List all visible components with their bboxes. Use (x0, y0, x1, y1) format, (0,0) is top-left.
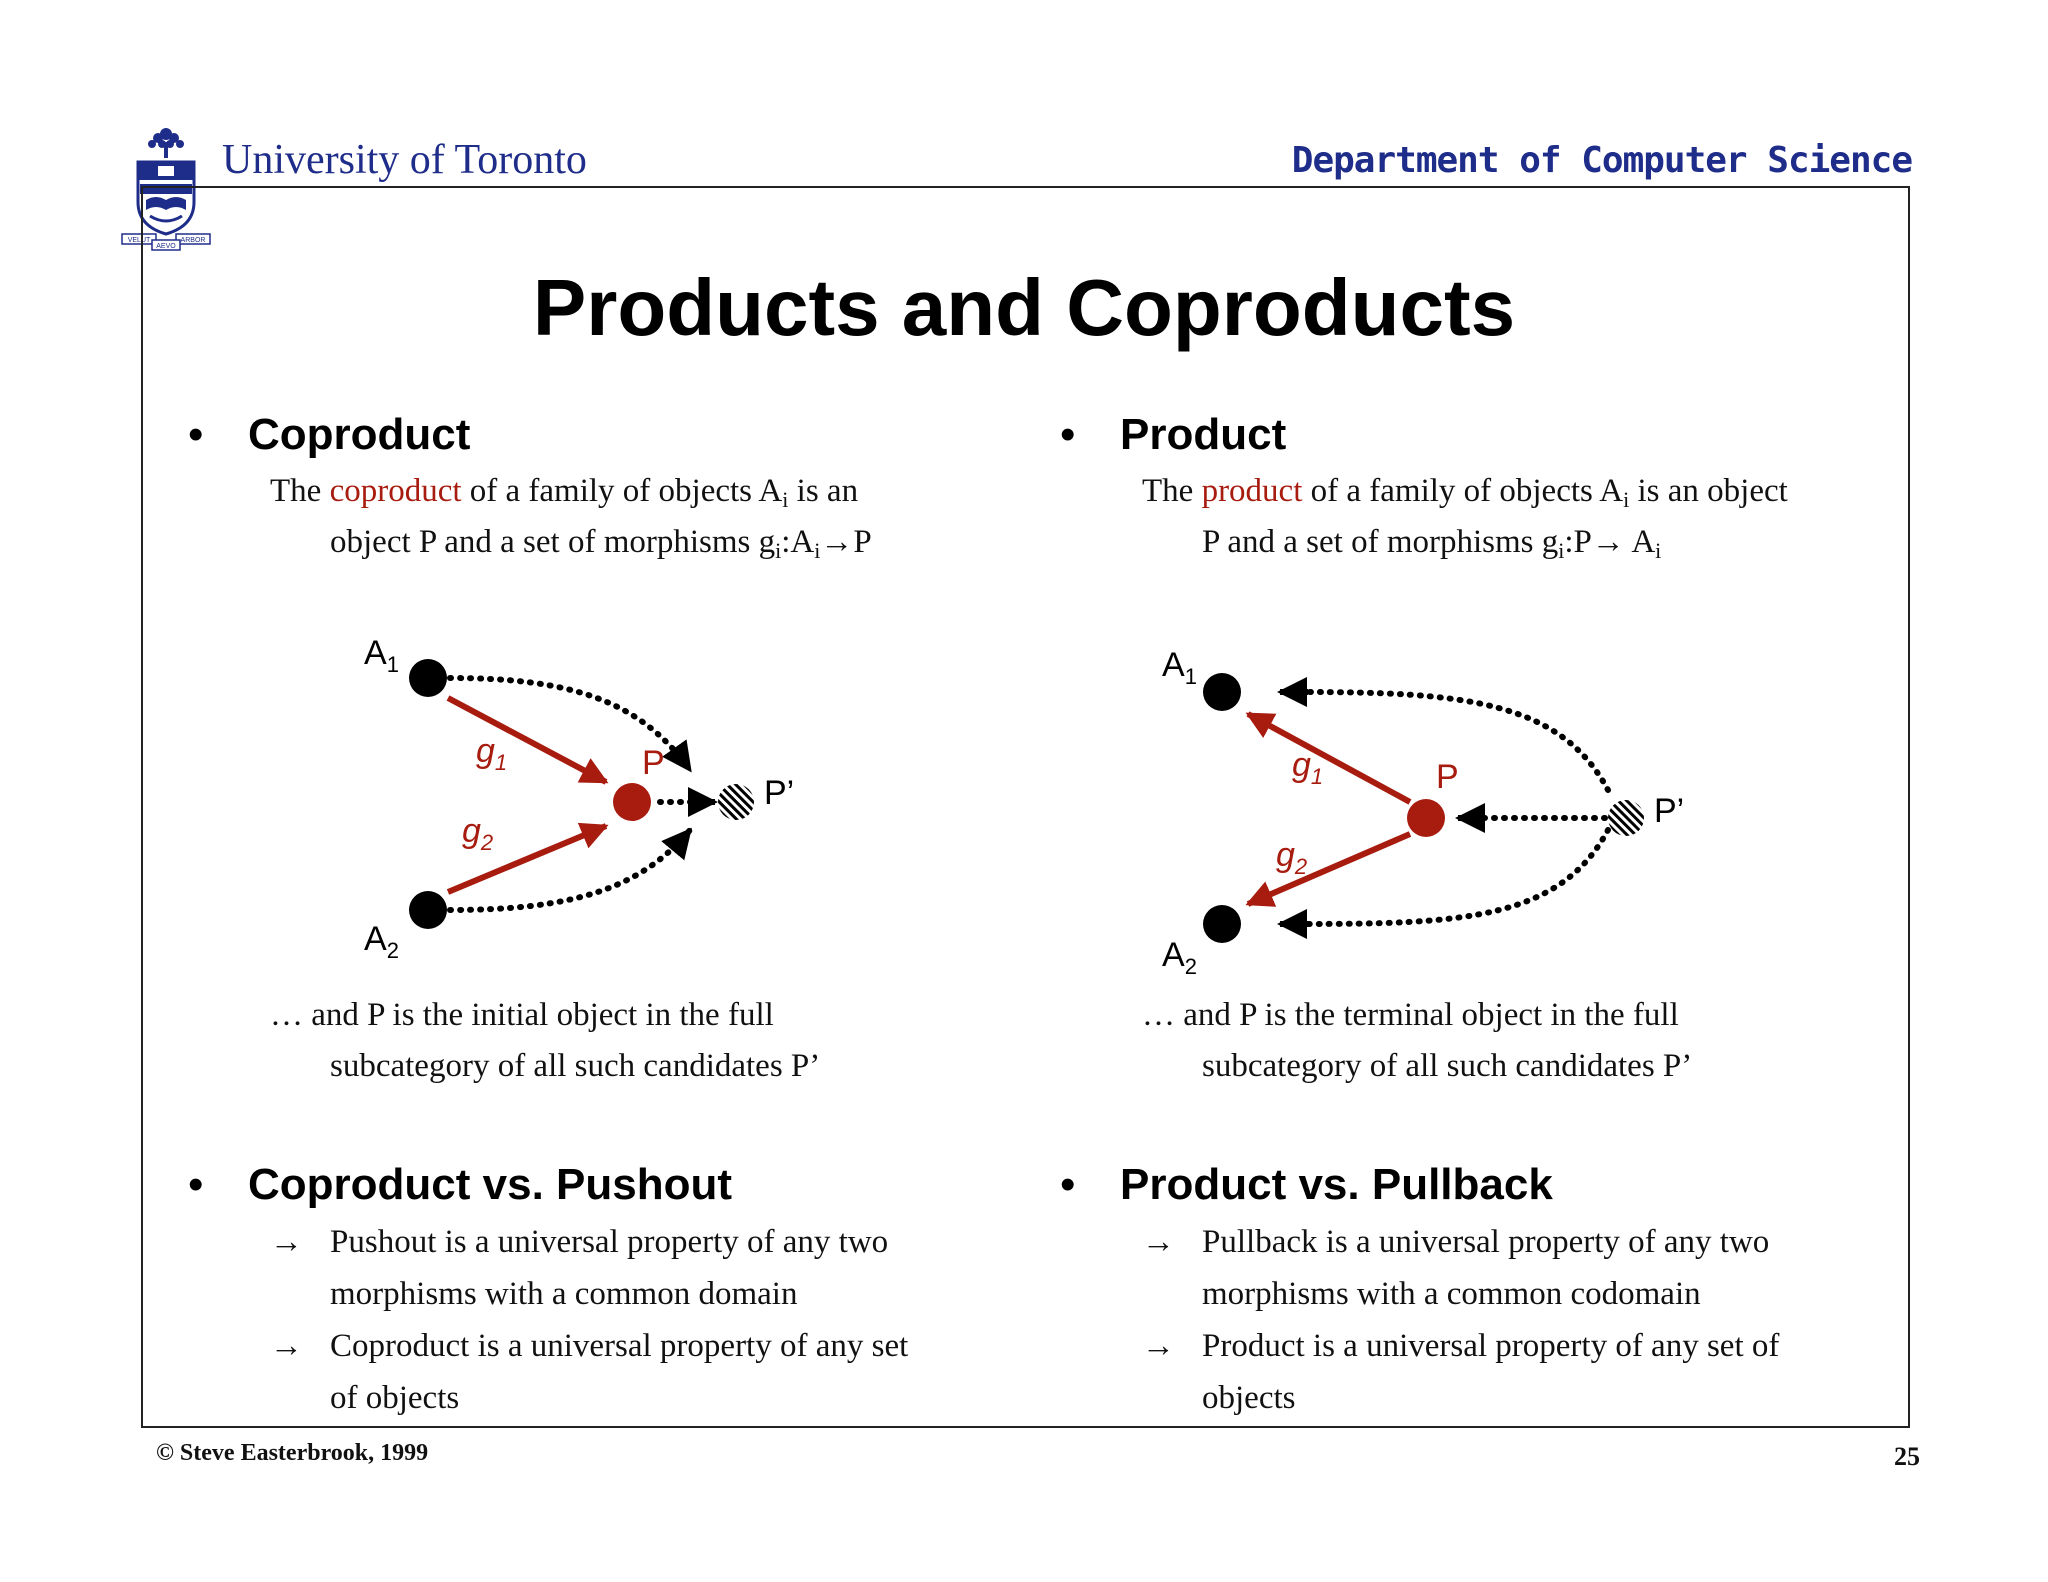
arrow-bullet-icon: → (270, 1328, 303, 1364)
bullet-coproduct-vs-pushout: • (188, 1160, 204, 1209)
pullback-item-2-line2: objects (1202, 1380, 1296, 1416)
def-line2-sub1: i (775, 538, 782, 563)
bullet-coproduct: • (188, 410, 204, 459)
label-a1: $A_1$ (1162, 646, 1197, 689)
def-line2 (1142, 517, 1788, 568)
arrow-g1 (1248, 714, 1410, 802)
node-pprime (718, 784, 754, 820)
node-p (613, 783, 651, 821)
def-line2-end: →P (820, 524, 872, 560)
arrow-bullet-icon: → (1142, 1224, 1175, 1260)
def-sub: i (782, 487, 789, 512)
pullback-item-2-line1: Product is a universal property of any set of (1202, 1328, 1780, 1364)
coproduct-definition (270, 466, 872, 568)
label-g1: $g_1$ (476, 732, 508, 775)
heading-coproduct: Coproduct (248, 410, 471, 459)
def-line2-sub2: i (814, 538, 821, 563)
arrow-g1 (448, 698, 606, 782)
def-term-coproduct: coproduct (329, 473, 462, 509)
def-line2-pre: object P and a set of morphisms g (330, 524, 776, 560)
def-line2-sub1: i (1558, 538, 1565, 563)
product-definition (1142, 466, 1788, 568)
def-term-product: product (1201, 473, 1303, 509)
node-a1 (1203, 673, 1241, 711)
label-p: P (1436, 758, 1459, 796)
page-number: 25 (1894, 1442, 1920, 1471)
def-line2 (270, 517, 872, 568)
bullet-product-vs-pullback: • (1060, 1160, 1076, 1209)
dotted-arc-pprime-to-a2 (1300, 830, 1608, 924)
bullet-product: • (1060, 410, 1076, 459)
crest-motto-right: ARBOR (180, 237, 206, 244)
pushout-item-2-line1: Coproduct is a universal property of any set (330, 1328, 909, 1364)
node-a2 (1203, 905, 1241, 943)
coproduct-initial-condition (270, 990, 820, 1092)
label-a2: $A_2$ (1162, 936, 1197, 979)
label-pprime: P’ (1654, 792, 1685, 830)
node-a1 (409, 659, 447, 697)
crest-motto-bottom: AEVO (156, 243, 176, 250)
label-a2: $A_2$ (364, 920, 399, 963)
def-line2-mid: :P→ A (1564, 524, 1656, 560)
crest-motto-left: VELUT (127, 237, 151, 244)
def-line2-sub2: i (1655, 538, 1662, 563)
arrow-g2 (1248, 834, 1410, 904)
arrow-bullet-icon: → (1142, 1328, 1175, 1364)
slide-title: Products and Coproducts (532, 263, 1516, 352)
def-pre: The (270, 473, 330, 509)
def-post: of a family of objects A (1302, 473, 1624, 509)
pushout-item-1-line1: Pushout is a universal property of any two (330, 1224, 889, 1260)
pushout-item-2 (270, 1320, 908, 1424)
label-g1: $g_1$ (1292, 746, 1324, 789)
copyright-notice: © Steve Easterbrook, 1999 (156, 1440, 429, 1466)
def-sub: i (1623, 487, 1630, 512)
arrow-bullet-icon: → (270, 1224, 303, 1260)
cond-line2: subcategory of all such candidates P’ (1202, 1048, 1693, 1084)
def-end: is an (788, 473, 859, 509)
pullback-item-1-line1: Pullback is a universal property of any two (1202, 1224, 1770, 1260)
product-terminal-condition (1142, 990, 1692, 1092)
def-pre: The (1142, 473, 1202, 509)
label-a1: $A_1$ (364, 634, 399, 677)
label-p: P (642, 744, 665, 782)
node-pprime (1608, 800, 1644, 836)
heading-product: Product (1120, 410, 1287, 459)
node-p (1407, 799, 1445, 837)
department-name: Department of Computer Science (1291, 140, 1912, 181)
pullback-item-2 (1142, 1320, 1779, 1424)
def-line2-pre: P and a set of morphisms g (1202, 524, 1559, 560)
pushout-item-2-line2: of objects (330, 1380, 460, 1416)
def-line2-mid: :A (781, 524, 815, 560)
coproduct-diagram (340, 620, 900, 980)
pushout-item-1 (270, 1216, 888, 1320)
cond-line1: … and P is the terminal object in the full (1142, 997, 1679, 1033)
crest-tree (148, 128, 184, 158)
label-pprime: P’ (764, 774, 795, 812)
def-post: of a family of objects A (461, 473, 783, 509)
heading-product-vs-pullback: Product vs. Pullback (1120, 1160, 1553, 1209)
label-g2: $g_2$ (462, 812, 494, 855)
pullback-item-1-line2: morphisms with a common codomain (1202, 1276, 1701, 1312)
cond-line1: … and P is the initial object in the full (270, 997, 774, 1033)
label-g2: $g_2$ (1276, 836, 1308, 879)
cond-line2: subcategory of all such candidates P’ (330, 1048, 821, 1084)
university-name: University of Toronto (222, 137, 587, 183)
pushout-item-1-line2: morphisms with a common domain (330, 1276, 798, 1312)
def-end: is an object (1629, 473, 1788, 509)
node-a2 (409, 891, 447, 929)
heading-coproduct-vs-pushout: Coproduct vs. Pushout (248, 1160, 732, 1209)
product-diagram (1140, 630, 1700, 990)
pullback-item-1 (1142, 1216, 1769, 1320)
